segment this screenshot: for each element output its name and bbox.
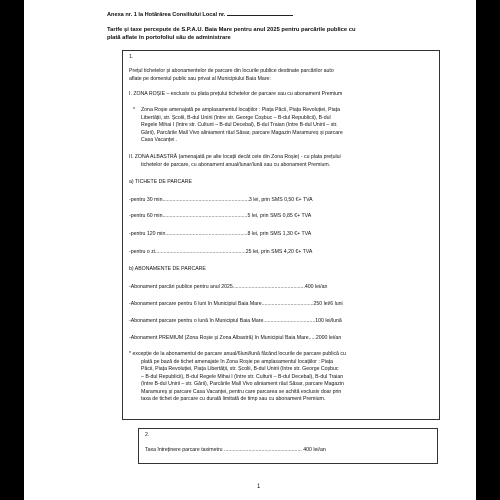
decision-number-blank [227,11,293,16]
section-2-box [138,428,438,464]
zone-red-line: Regele Mihai I (între str. Culturii – B-dul Decebal), B-dul Traian (între B-dul Unirii – str. [141,122,338,128]
taxi-parking-fee: Taxa întreținere parcare taximetru ...................................................... 400 lei/an [145,447,326,453]
zone-red-bullet: * [133,107,136,113]
exception-line: (între B-dul Unirii – str. Gării), Parcările Mall Vivo aliniament râul Săsar, parcare Magazin [141,381,344,387]
ticket-row: -pentru o zi...............................................................25 lei, prin SMS 4,20 €+ TVA [129,249,313,255]
subscription-row: -Abonament parcare pentru 6 luni în Municipiul Baia Mare....................................250 lei/6 luni [129,301,343,307]
ticket-row: -pentru 60 min...........................................................5 lei, prin SMS 0,85 €+ TVA [129,213,312,219]
annex-header [107,11,293,18]
zone-red-line: Libertății, str. Școlii, B-dul Unirii (între str. George Coșbuc – B-dul Republicii), B-dul [141,114,331,121]
section-1-number: 1. [129,54,134,60]
page-number: 1 [257,484,261,490]
zone-blue-line: tichetelor de parcare, cu abonament anual/lunar/lună sau cu abonament Premium. [141,161,331,168]
exception-line: taxa de tichet de parcare cu durată limitată de timp sau cu abonament Premium. [141,396,326,402]
zone-red-line: Casa Vacanței . [141,137,178,143]
title-line-2: plată aflate în portofoliul său de administrare [107,35,231,41]
section-1-box [122,50,440,420]
zone-red-line: Gării), Parcările Mall Vivo aliniament râul Săsar, parcare Magazin Maramureș și parcare [141,129,343,136]
title-line-1: Tarife și taxe percepute de S.P.A.U. Baia Mare pentru anul 2025 pentru parcările publice cu [107,27,356,33]
subscription-row: -Abonament parcări publice pentru anul 2025..................................................400 lei/an [129,284,328,290]
zone-blue-line: II. ZONA ALBASTRĂ (amenajată pe alte locații decât cele din Zona Roșie) - cu plata prețului [129,154,341,160]
exception-line: Maramureș și parcare Casa Vacanței, pentru care parcarea se achită exclusiv doar prin [141,388,342,395]
ticket-row: -pentru 30 min............................................................3 lei, prin SMS 0,50 €+ TVA [129,197,313,203]
exception-line: Păcii, Piața Revoluției, Piața Libertății, str. Școlii, B-dul Unirii (între str. George Coșbuc [141,366,339,372]
exception-line: plată pe bază de tichet amenajate în Zona Roșie pe amplasamentul locațiilor : Piața [141,358,334,365]
subscription-row: -Abonament parcare pentru o lună în Municipiul Baia Mare....................................100 lei/lună [129,318,342,324]
tickets-heading: a) TICHETE DE PARCARE [129,179,192,185]
zone-red-heading: I. ZONA ROȘIE – exclusiv cu plata prețului tichetelor de parcare sau cu abonament Premium [129,91,343,97]
section-2-number: 2. [145,432,150,438]
exception-line: – B-dul Republicii), B-dul Regele Mihai I (între str. Culturii – B-dul Decebal), B-dul Traian [141,373,344,380]
ticket-row: -pentru 120 min.........................................................8 lei, prin SMS 1,30 €+ TVA [129,231,312,237]
document-title [107,26,407,42]
intro-line-1: Prețul tichetelor și abonamentelor de parcare din locurile publice destinate parcărilor auto [129,68,334,74]
annex-text: Anexa nr. 1 la Hotărârea Consiliului Local nr. [107,12,226,18]
document-page [24,0,476,500]
exception-line: * excepție de la abonamentul de parcare anual/6luni/lună făcând locurile de parcare publică cu [129,351,346,357]
intro-line-2: aflate pe domeniul public sau privat al Municipiului Baia Mare: [129,76,271,82]
zone-red-line: Zona Roșie amenajată pe amplasamentul locațiilor : Piața Păcii, Piața Revoluției, Piața [141,107,340,113]
subscription-row: -Abonament PREMIUM (Zona Roșie și Zona Albastră) în Municipiul Baia Mare.....2000 lei/an [129,335,342,341]
subscriptions-heading: b) ABONAMENTE DE PARCARE [129,266,206,272]
